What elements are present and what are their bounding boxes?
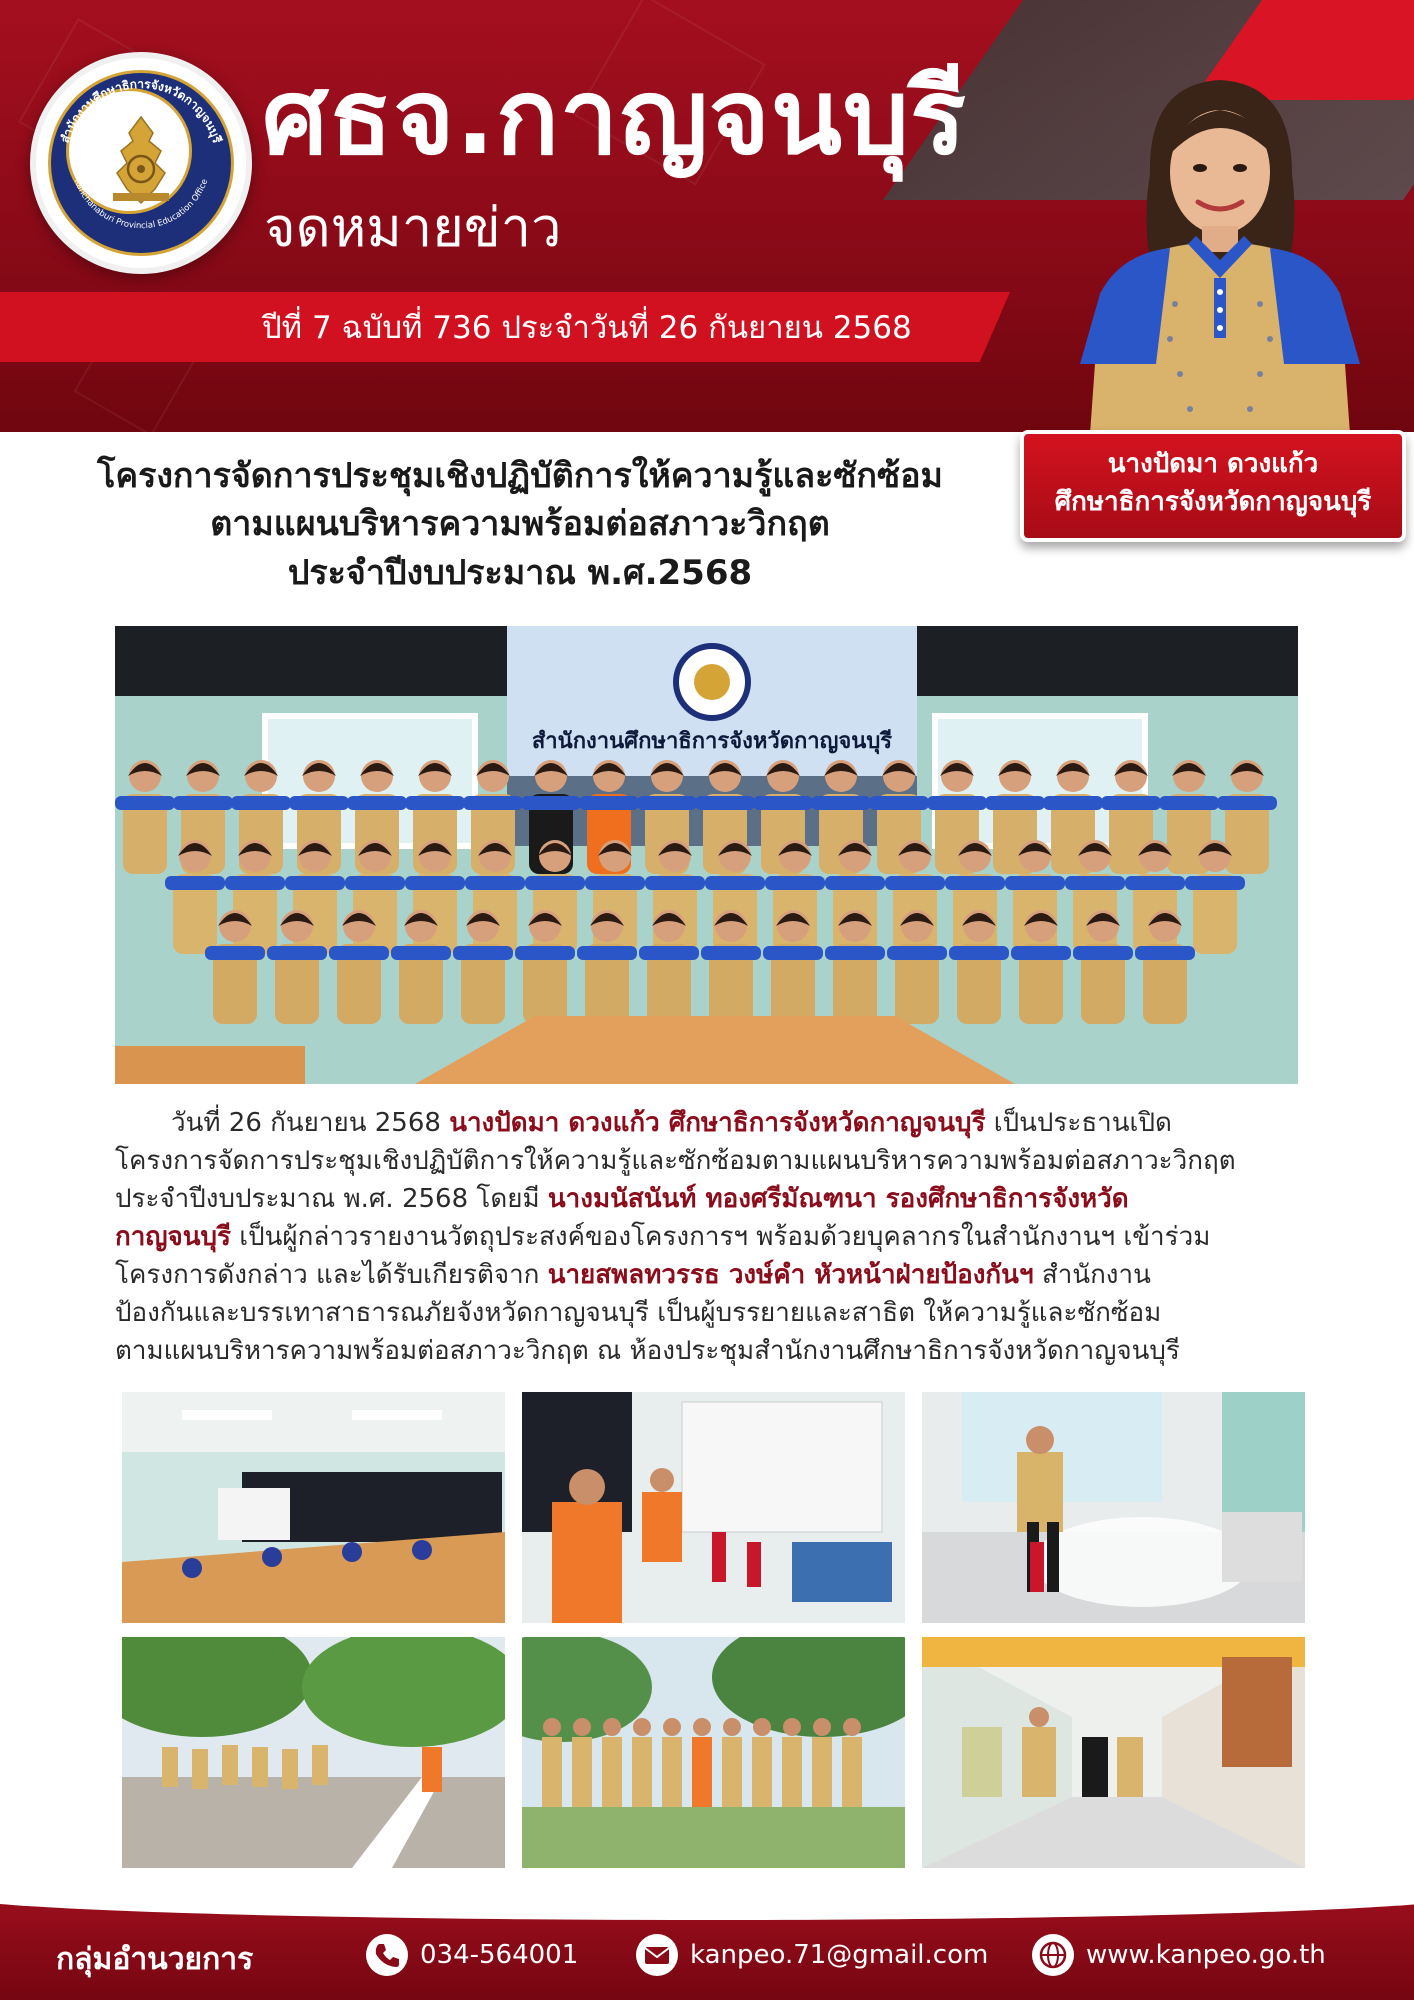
- body-line-2: โครงการจัดการประชุมเชิงปฏิบัติการให้ความรู้และซักซ้อมตามแผนบริหารความพร้อมต่อสภาวะวิกฤต: [115, 1146, 1236, 1176]
- official-name-badge: [1020, 430, 1406, 542]
- email-address: kanpeo.71@gmail.com: [690, 1940, 989, 1970]
- logo-text-en: Kanchanaburi Provincial Education Office: [71, 177, 211, 232]
- body-line-5: [115, 1256, 1305, 1294]
- email-icon: [636, 1934, 678, 1976]
- contact-website[interactable]: [1032, 1934, 1326, 1976]
- body-deputy-name: นางมนัสนันท์ ทองศรีมัณฑนา รองศึกษาธิการจังหวัด: [547, 1184, 1129, 1214]
- article-headline: [30, 452, 1010, 597]
- website-url: www.kanpeo.go.th: [1086, 1940, 1326, 1970]
- gallery-photo-outdoor-group: [522, 1637, 905, 1868]
- contact-email[interactable]: [636, 1934, 988, 1976]
- body-deputy-name-cont: กาญจนบุรี: [115, 1222, 231, 1252]
- photo-gallery: [122, 1392, 1305, 1868]
- body-line-6: ป้องกันและบรรเทาสาธารณภัยจังหวัดกาญจนบุรี เป็นผู้บรรยายและสาธิต ให้ความรู้และซักซ้อม: [115, 1298, 1162, 1328]
- gallery-photo-corridor-evacuation: [922, 1637, 1305, 1868]
- globe-icon: [1032, 1934, 1074, 1976]
- body-line-4: [115, 1218, 1305, 1256]
- body-line-3: [115, 1180, 1305, 1218]
- body-speaker-name: นายสพลทวรรธ วงษ์คำ หัวหน้าฝ่ายป้องกันฯ: [547, 1260, 1034, 1290]
- gallery-photo-fire-lecture: [522, 1392, 905, 1623]
- article-body: [115, 1104, 1305, 1370]
- body-line-1: [115, 1104, 1305, 1142]
- body-official-name: นางปัดมา ดวงแก้ว ศึกษาธิการจังหวัดกาญจนบุรี: [449, 1108, 986, 1138]
- group-photo-image: [115, 626, 1298, 1084]
- logo-emblem-icon: [36, 58, 246, 268]
- site-title: ศธจ.กาญจนบุรี: [262, 56, 967, 178]
- issue-info: ปีที่ 7 ฉบับที่ 736 ประจำวันที่ 26 กันยายน 2568: [262, 310, 912, 346]
- phone-icon: [366, 1934, 408, 1976]
- gallery-photo-outdoor-drill: [122, 1637, 505, 1868]
- body-date: วันที่ 26 กันยายน 2568: [171, 1108, 450, 1138]
- contact-phone[interactable]: [366, 1934, 578, 1976]
- official-name: นางปัดมา ดวงแก้ว: [1107, 449, 1319, 479]
- body-text-segment: โครงการดังกล่าว และได้รับเกียรติจาก: [115, 1260, 548, 1290]
- main-group-photo: [115, 626, 1298, 1084]
- education-office-logo: [30, 52, 252, 274]
- site-subtitle: จดหมายข่าว: [264, 196, 562, 259]
- phone-number: 034-564001: [420, 1940, 579, 1970]
- logo-text-th: สำนักงานศึกษาธิการจังหวัดกาญจนบุรี: [57, 76, 225, 145]
- headline-line-2: ตามแผนบริหารความพร้อมต่อสภาวะวิกฤต: [210, 504, 830, 545]
- official-portrait-image: [1060, 64, 1380, 434]
- banner-text: สำนักงานศึกษาธิการจังหวัดกาญจนบุรี: [531, 729, 893, 754]
- body-text-segment: เป็นผู้กล่าวรายงานวัตถุประสงค์ของโครงการฯ พร้อมด้วยบุคลากรในสำนักงานฯ เข้าร่วม: [230, 1222, 1211, 1252]
- official-position: ศึกษาธิการจังหวัดกาญจนบุรี: [1054, 486, 1372, 517]
- newsletter-footer: [0, 1894, 1414, 2000]
- body-text-segment: เป็นประธานเปิด: [985, 1108, 1172, 1138]
- department-label: กลุ่มอำนวยการ: [56, 1942, 254, 1977]
- body-text-segment: ประจำปีงบประมาณ พ.ศ. 2568 โดยมี: [115, 1184, 548, 1214]
- headline-line-1: โครงการจัดการประชุมเชิงปฏิบัติการให้ความรู้และซักซ้อม: [97, 456, 943, 496]
- gallery-photo-extinguisher-demo: [922, 1392, 1305, 1623]
- gallery-photo-meeting-room: [122, 1392, 505, 1623]
- headline-line-3: ประจำปีงบประมาณ พ.ศ.2568: [287, 552, 753, 593]
- body-text-segment: สำนักงาน: [1033, 1260, 1151, 1290]
- body-line-7: ตามแผนบริหารความพร้อมต่อสภาวะวิกฤต ณ ห้องประชุมสำนักงานศึกษาธิการจังหวัดกาญจนบุรี: [115, 1336, 1180, 1366]
